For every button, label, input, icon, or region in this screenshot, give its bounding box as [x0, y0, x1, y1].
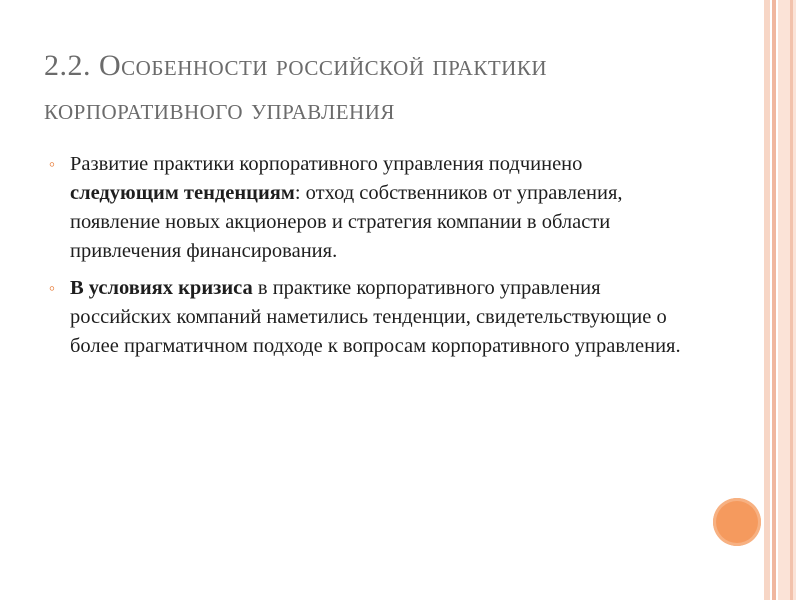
bullet-text: Развитие практики корпоративного управления подчинено [70, 153, 583, 175]
bullet-item [44, 150, 684, 266]
slide-title-line-2: корпоративного управления [44, 93, 395, 126]
bullet-marker-icon: ◦ [48, 154, 56, 174]
bullet-bold-text: В условиях кризиса [70, 277, 253, 299]
decorative-stripe [778, 0, 796, 600]
slide-title [44, 44, 744, 132]
bullet-list [44, 150, 684, 369]
decorative-stripe [764, 0, 770, 600]
bullet-text: : отход собственников от управления, появление новых акционеров и стратегия компании в области привлечения финансирования. [70, 182, 623, 262]
bullet-item [44, 274, 684, 361]
bullet-bold-text: следующим тенденциям [70, 182, 295, 204]
decorative-stripe [790, 0, 793, 600]
decorative-circle [713, 498, 761, 546]
decorative-stripe [772, 0, 776, 600]
bullet-text: в практике корпоративного управления российских компаний наметились тенденции, свидетельствующие о более прагматичном подходе к вопросам корпоративного управления. [70, 277, 681, 357]
slide-title-line-1: 2.2. Особенности российской практики [44, 49, 547, 82]
bullet-marker-icon: ◦ [48, 278, 56, 298]
